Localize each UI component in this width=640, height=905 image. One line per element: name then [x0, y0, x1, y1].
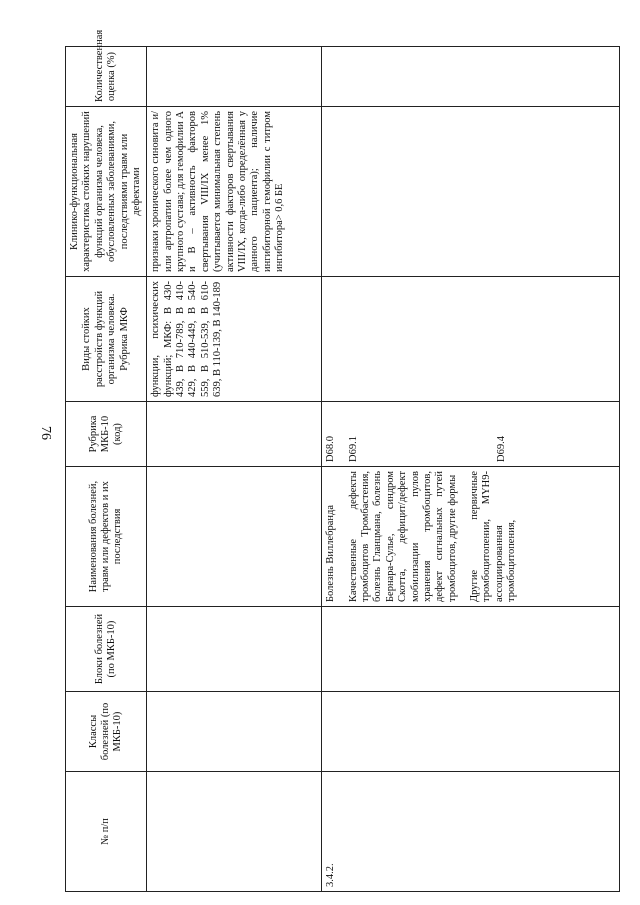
icd-code-thrombocytopenia: D69.4 [495, 436, 507, 462]
cell-disorder-types: функции, психических функций; МКФ: В 430-439, В 710-789, В 410-429, В 440-449, В 540-559, В 510-539, В 610-639, В 110-139, В 140-189 [147, 277, 322, 402]
cell-empty [147, 692, 322, 772]
icd-code-willebrand: D68.0 [325, 436, 337, 462]
cell-empty [147, 607, 322, 692]
header-quantitative-score: Количественная оценка (%) [66, 47, 147, 107]
header-icd-code: Рубрика МКБ-10 (код) [66, 402, 147, 467]
cell-empty [322, 107, 620, 277]
cell-icd-codes [322, 402, 620, 467]
header-disease-classes: Классы болезней (по МКБ-10) [66, 692, 147, 772]
header-number: № п/п [66, 772, 147, 892]
disease-thrombocytopenia: Другие первичные тромбоцитопении, MYH9-ассоциированная тромбоцитопения, [469, 471, 518, 602]
header-row [66, 47, 147, 892]
cell-empty [147, 47, 322, 107]
header-clinical-characteristics: Клинико-функциональная характеристика стойких нарушений функций организма человека, обусловленных заболеваниями, последствиями травм или дефектами [66, 107, 147, 277]
table-row [322, 47, 620, 892]
header-disease-names: Наименования болезней, травм или дефектов и их последствия [66, 467, 147, 607]
disease-platelet-defects: Качественные дефекты тромбоцитов Тромбастения, болезнь Гланцмана, болезнь Бернара-Сулье, синдром Скотта, дефицит/дефект мобилизации пулов хранения тромбоцитов, дефект сигнальных путей тромбоцитов, другие формы [347, 471, 458, 602]
cell-empty [147, 402, 322, 467]
classification-table-rotated [65, 29, 620, 892]
disease-willebrand: Болезнь Виллебранда [325, 505, 337, 602]
table-row [147, 47, 322, 892]
cell-empty [322, 692, 620, 772]
cell-number: 3.4.2. [322, 772, 620, 892]
cell-empty [322, 607, 620, 692]
cell-disease-names [322, 467, 620, 607]
page-number: 76 [38, 426, 53, 440]
header-disease-blocks: Блоки болезней (по МКБ-10) [66, 607, 147, 692]
classification-table [65, 29, 620, 892]
cell-empty [322, 47, 620, 107]
cell-empty [147, 772, 322, 892]
icd-code-platelet-defects: D69.1 [347, 436, 359, 462]
cell-empty [147, 467, 322, 607]
cell-empty [322, 277, 620, 402]
cell-clinical-characteristics: признаки хронического синовита и/или артропатии более чем одного крупного сустава; для гемофилии А и В – активность факторов свертывания VIII/IX менее 1% (учитывается минимальная степень активности факторов свертывания VIII/IX, когда-либо определённая у данного пациента); наличие ингибиторной гемофилии с титром ингибитора> 0,6 БЕ [147, 107, 322, 277]
header-disorder-types: Виды стойких расстройств функций организма человека. Рубрика МКФ [66, 277, 147, 402]
